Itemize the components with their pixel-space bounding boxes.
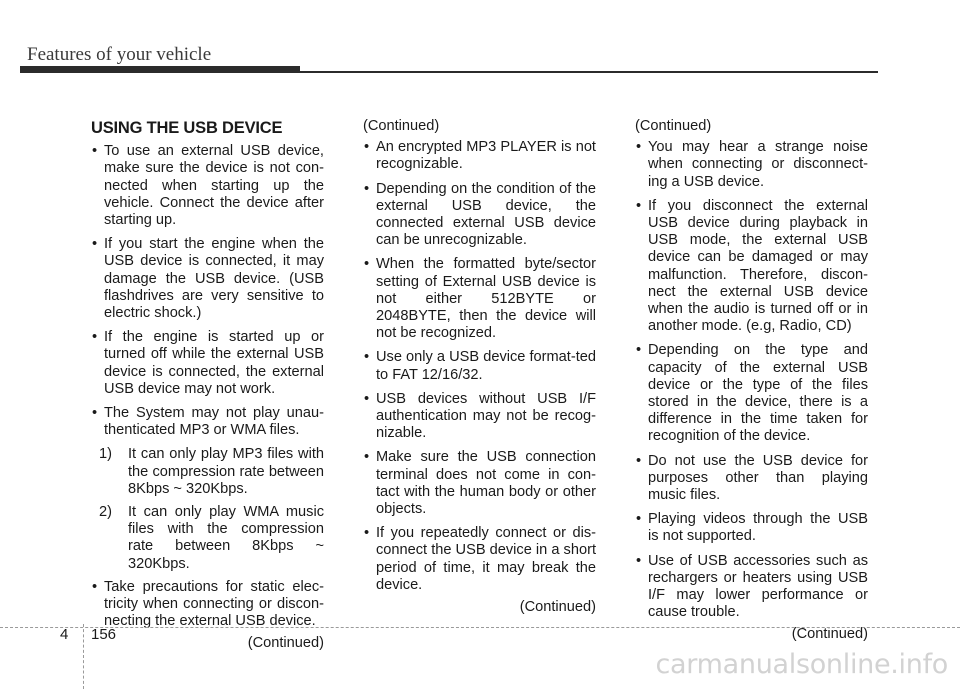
header-rule bbox=[20, 71, 878, 73]
list-item-text: When the formatted byte/sector setting of External USB device is not either 512BYTE or 2048BYTE, then the device will not be recognized. bbox=[376, 256, 596, 342]
text-column-2 bbox=[363, 116, 596, 616]
chapter-number: 4 bbox=[60, 626, 69, 643]
sub-item-text: It can only play MP3 files with the compression rate between 8Kbps ~ 320Kbps. bbox=[128, 446, 324, 497]
list-item-text: The System may not play unau-thenticated MP3 or WMA files. bbox=[104, 405, 324, 439]
sub-item-text: It can only play WMA music files with the compression rate between 8Kbps ~ 320Kbps. bbox=[128, 504, 324, 572]
list-item bbox=[91, 329, 324, 398]
footer-dashed-rule bbox=[0, 627, 960, 628]
list-item bbox=[635, 342, 868, 445]
bullet-icon: • bbox=[92, 578, 98, 595]
list-item bbox=[91, 405, 324, 439]
continued-label: (Continued) bbox=[247, 635, 324, 652]
bullet-icon: • bbox=[364, 525, 370, 542]
text-column-1 bbox=[91, 116, 324, 653]
list-item-text: Make sure the USB connection terminal does not come in con-tact with the human body or other objects. bbox=[376, 449, 596, 518]
list-item-text: Do not use the USB device for purposes other than playing music files. bbox=[648, 452, 868, 504]
list-item-text: Playing videos through the USB is not supported. bbox=[648, 511, 868, 545]
bullet-icon: • bbox=[636, 342, 642, 359]
bullet-icon: • bbox=[92, 405, 98, 422]
list-item bbox=[91, 579, 324, 631]
list-item-text: An encrypted MP3 PLAYER is not recognizable. bbox=[376, 139, 596, 173]
list-item bbox=[363, 181, 596, 250]
page-number: 156 bbox=[91, 626, 117, 643]
list-item bbox=[363, 449, 596, 518]
list-item bbox=[635, 553, 868, 622]
list-item bbox=[363, 349, 596, 383]
list-item-text: If you repeatedly connect or dis-connect the USB device in a short period of time, it may break the device. bbox=[376, 525, 596, 593]
bullet-list bbox=[635, 139, 868, 621]
bullet-icon: • bbox=[364, 349, 370, 366]
list-item-text: Depending on the condition of the external USB device, the connected external USB device can be unrecognizable. bbox=[376, 180, 596, 249]
list-item-text: If the engine is started up or turned off while the external USB device is connected, the external USB device may not work. bbox=[104, 329, 324, 397]
bullet-icon: • bbox=[636, 511, 642, 528]
list-item bbox=[91, 143, 324, 229]
bullet-icon: • bbox=[636, 552, 642, 569]
continued-label-top: (Continued) bbox=[635, 118, 712, 134]
list-item-text: Take precautions for static elec-tricity when connecting or discon-necting the external USB device. bbox=[104, 578, 324, 630]
bullet-icon: • bbox=[92, 143, 98, 160]
list-item bbox=[363, 525, 596, 594]
list-item-text: You may hear a strange noise when connecting or disconnect-ing a USB device. bbox=[648, 139, 868, 190]
bullet-icon: • bbox=[636, 452, 642, 469]
section-heading: USING THE USB DEVICE bbox=[91, 119, 283, 137]
bullet-icon: • bbox=[364, 256, 370, 273]
sub-item-number: 2) bbox=[99, 504, 112, 521]
continued-label: (Continued) bbox=[519, 599, 596, 616]
bullet-list bbox=[91, 143, 324, 439]
bullet-icon: • bbox=[364, 180, 370, 197]
list-item-text: USB devices without USB I/F authentication may not be recog-nizable. bbox=[376, 390, 596, 442]
list-item-text: Use of USB accessories such as rechargers or heaters using USB I/F may lower performance or cause trouble. bbox=[648, 552, 868, 621]
bullet-icon: • bbox=[364, 449, 370, 466]
list-item-text: To use an external USB device, make sure the device is not con-nected when starting up the vehicle. Connect the device after starting up. bbox=[104, 143, 324, 229]
bullet-icon: • bbox=[364, 139, 370, 156]
numbered-sub-item bbox=[99, 504, 324, 573]
bullet-icon: • bbox=[92, 329, 98, 346]
bullet-icon: • bbox=[636, 197, 642, 214]
list-item-text: Use only a USB device format-ted to FAT 12/16/32. bbox=[376, 349, 596, 383]
list-item bbox=[635, 198, 868, 336]
list-item-text: If you disconnect the external USB device during playback in USB mode, the external USB device can be damaged or may malfunction. Therefore, discon-nect the external USB device when the audio is turned off or in another mode. (e.g, Radio, CD) bbox=[648, 197, 868, 335]
footer-dashed-divider bbox=[83, 624, 85, 689]
bullet-icon: • bbox=[364, 390, 370, 407]
continued-label-top: (Continued) bbox=[363, 118, 440, 134]
list-item bbox=[635, 511, 868, 545]
bullet-icon: • bbox=[92, 236, 98, 253]
bullet-list bbox=[363, 139, 596, 594]
watermark-text: carmanualsonline.info bbox=[655, 649, 948, 680]
list-item bbox=[91, 236, 324, 322]
list-item-text: If you start the engine when the USB device is connected, it may damage the USB device. (USB flashdrives are very sensitive to electric shock.) bbox=[104, 236, 324, 322]
sub-item-number: 1) bbox=[99, 446, 112, 463]
bullet-list bbox=[91, 579, 324, 631]
continued-label: (Continued) bbox=[791, 626, 868, 643]
list-item bbox=[635, 453, 868, 505]
numbered-sub-item bbox=[99, 446, 324, 498]
text-column-3 bbox=[635, 116, 868, 644]
list-item bbox=[363, 256, 596, 342]
bullet-icon: • bbox=[636, 139, 642, 156]
list-item-text: Depending on the type and capacity of the external USB device or the type of the files stored in the device, there is a difference in the time taken for recognition of the device. bbox=[648, 342, 868, 445]
page-header-title: Features of your vehicle bbox=[27, 44, 212, 65]
list-item bbox=[363, 139, 596, 173]
list-item bbox=[363, 391, 596, 443]
list-item bbox=[635, 139, 868, 191]
